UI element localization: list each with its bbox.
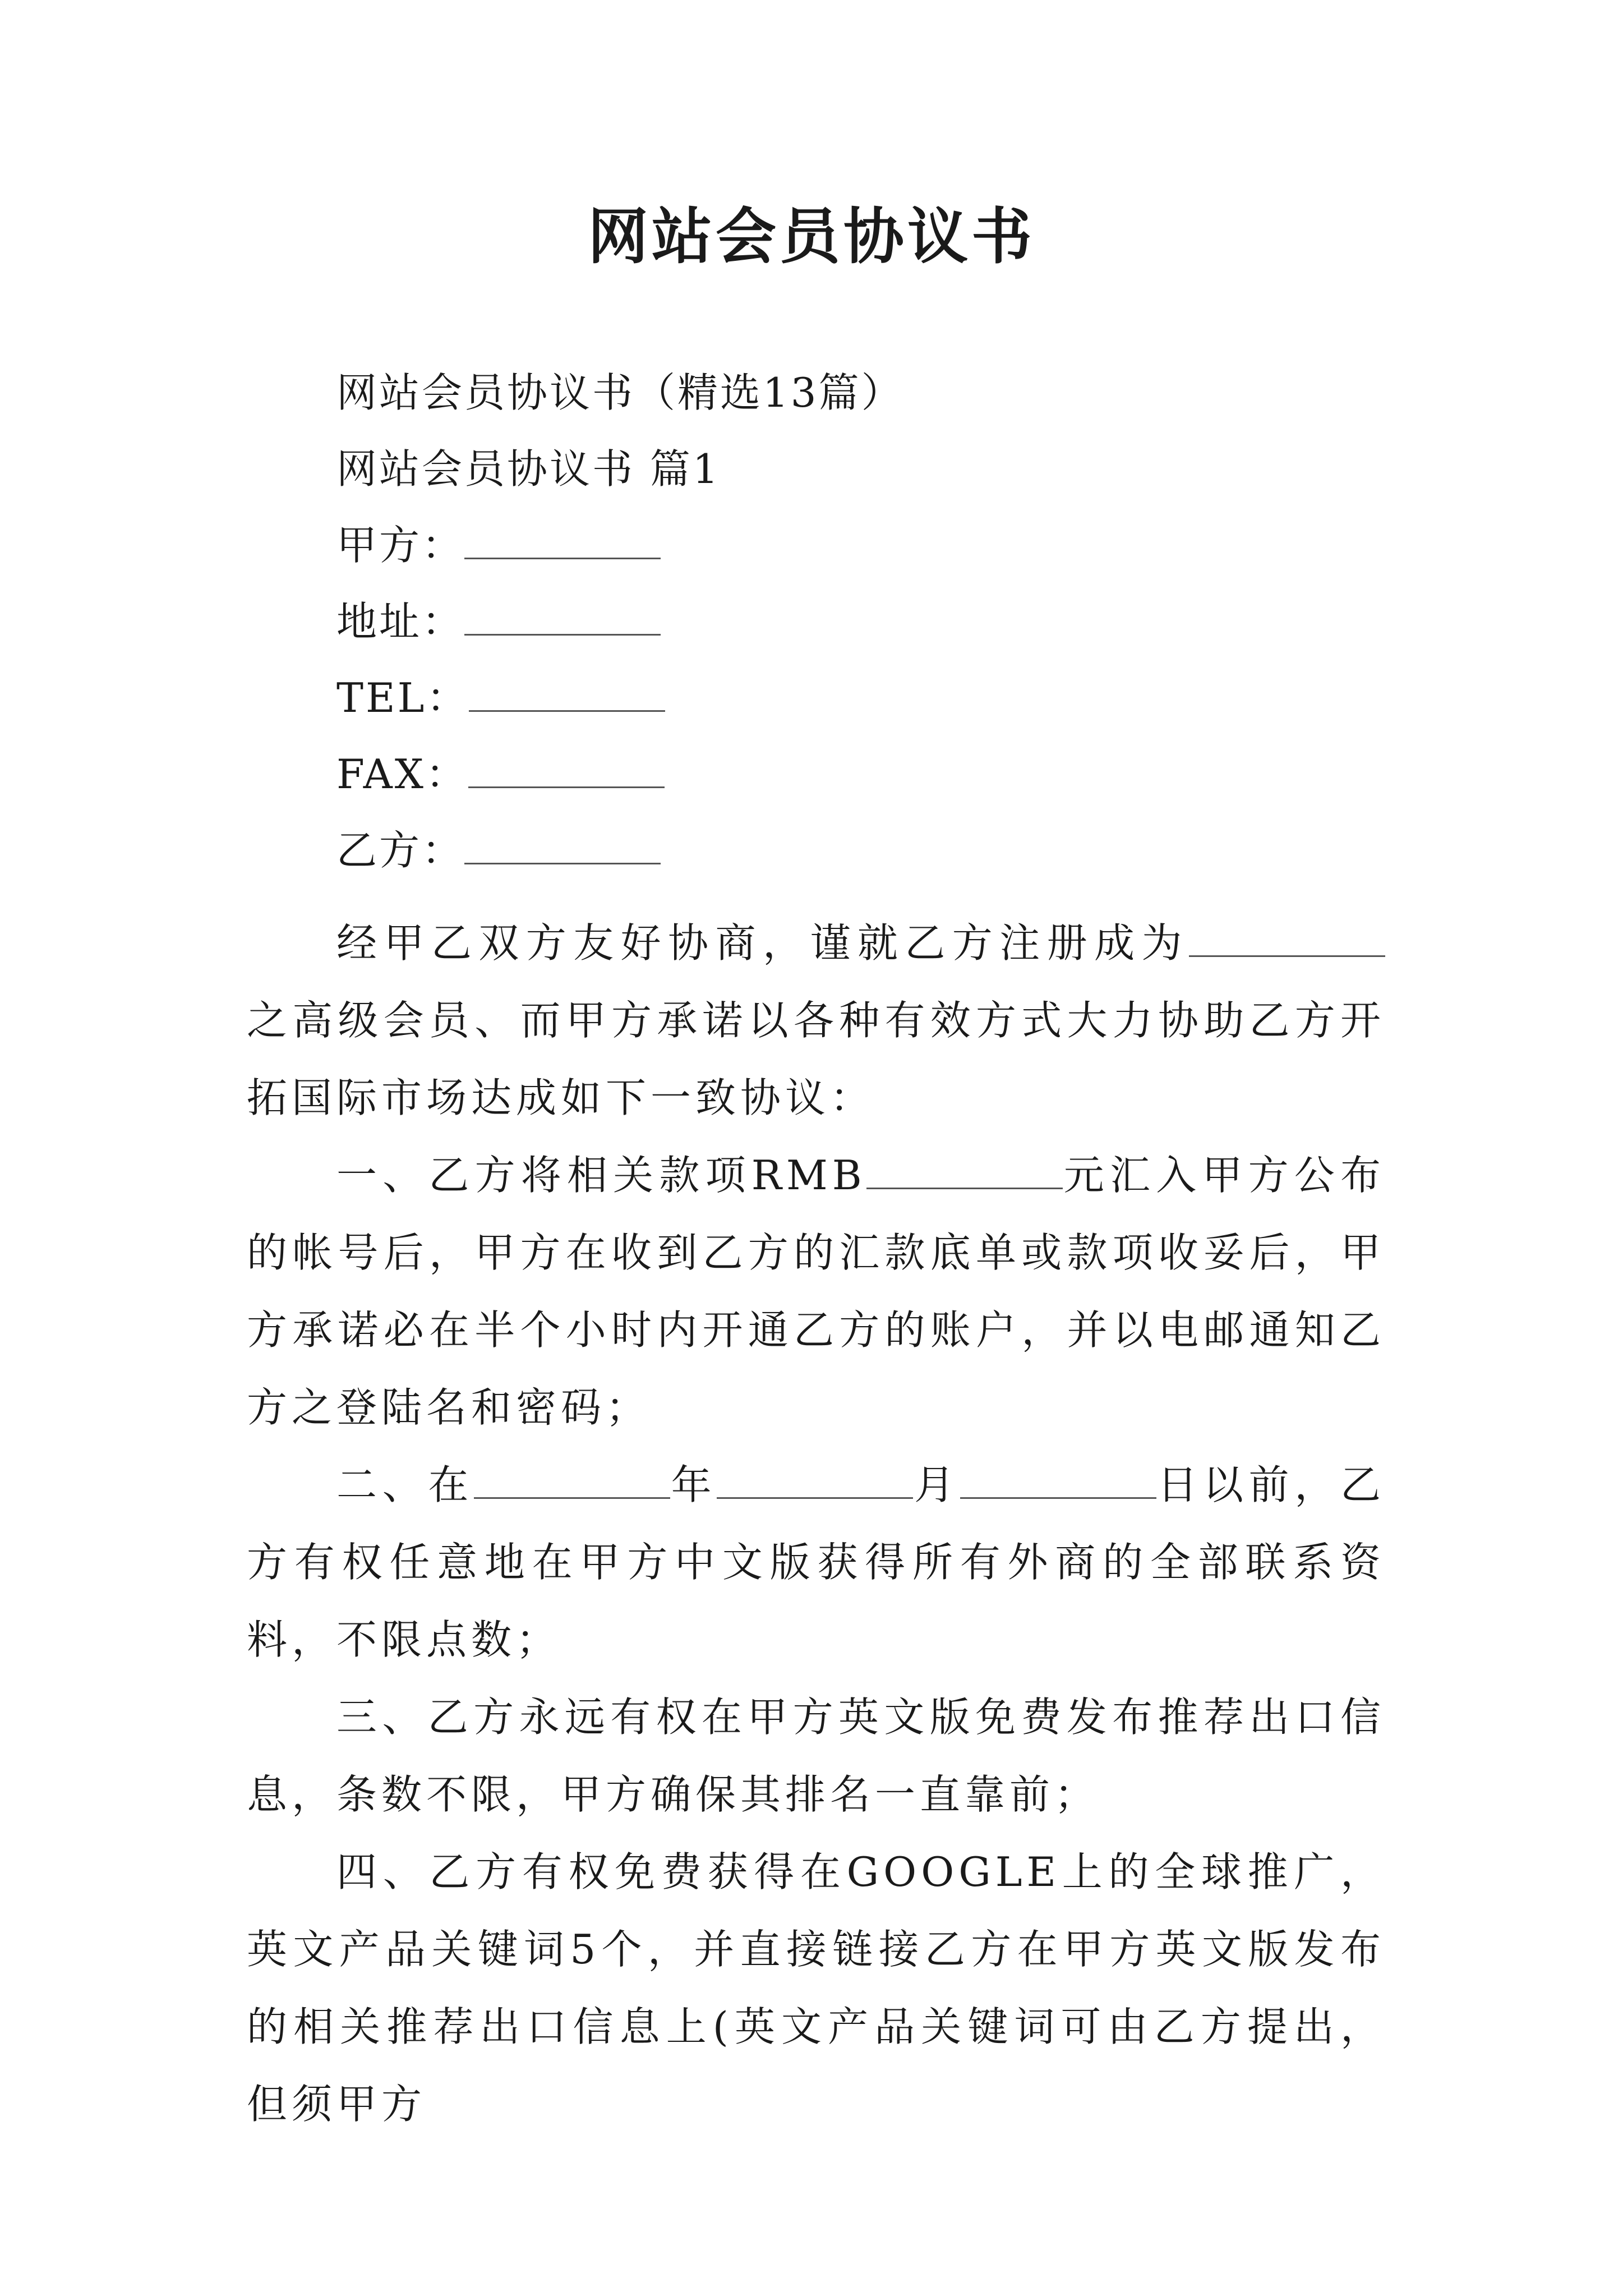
fill-blank <box>464 599 661 636</box>
field-fax <box>336 746 665 802</box>
fill-blank <box>474 1462 670 1499</box>
field-label: 地址： <box>336 598 465 645</box>
field-label: TEL： <box>336 674 469 721</box>
fill-blank <box>866 1153 1063 1189</box>
section-heading: 网站会员协议书 篇1 <box>336 445 721 493</box>
field-party-b <box>336 822 661 878</box>
paragraph-clause-4: 四、乙方有权免费获得在GOOGLE上的全球推广，英文产品关键词5个，并直接链接乙方在甲方英文版发布的相关推荐出口信息上(英文产品关键词可由乙方提出，但须甲方 <box>247 1848 1385 2128</box>
fill-blank <box>1189 921 1385 957</box>
document-title: 网站会员协议书 <box>587 201 1035 272</box>
paragraph-clause-2: 二、在 年 月 日以前，乙方有权任意地在甲方中文版获得所有外商的全部联系资料，不限点数； <box>247 1461 1385 1663</box>
document-subtitle: 网站会员协议书（精选13篇） <box>336 369 904 416</box>
fill-blank <box>464 828 661 864</box>
field-label: FAX： <box>336 751 468 798</box>
fill-blank <box>464 523 661 559</box>
fill-blank <box>717 1462 913 1499</box>
field-party-a <box>336 517 661 573</box>
paragraph-intro: 经甲乙双方友好协商，谨就乙方注册成为之高级会员、而甲方承诺以各种有效方式大力协助乙方开拓国际市场达成如下一致协议： <box>247 919 1385 1121</box>
field-label: 甲方： <box>336 522 465 569</box>
fill-blank <box>960 1462 1156 1499</box>
paragraph-clause-3: 三、乙方永远有权在甲方英文版免费发布推荐出口信息，条数不限，甲方确保其排名一直靠前； <box>247 1694 1385 1818</box>
field-tel <box>336 670 665 726</box>
fill-blank <box>468 752 665 788</box>
fill-blank <box>469 675 665 712</box>
paragraph-clause-1: 一、乙方将相关款项RMB 元汇入甲方公布的帐号后，甲方在收到乙方的汇款底单或款项收妥后，甲方承诺必在半个小时内开通乙方的账户，并以电邮通知乙方之登陆名和密码； <box>247 1152 1385 1431</box>
field-label: 乙方： <box>336 827 465 874</box>
field-address <box>336 593 661 650</box>
